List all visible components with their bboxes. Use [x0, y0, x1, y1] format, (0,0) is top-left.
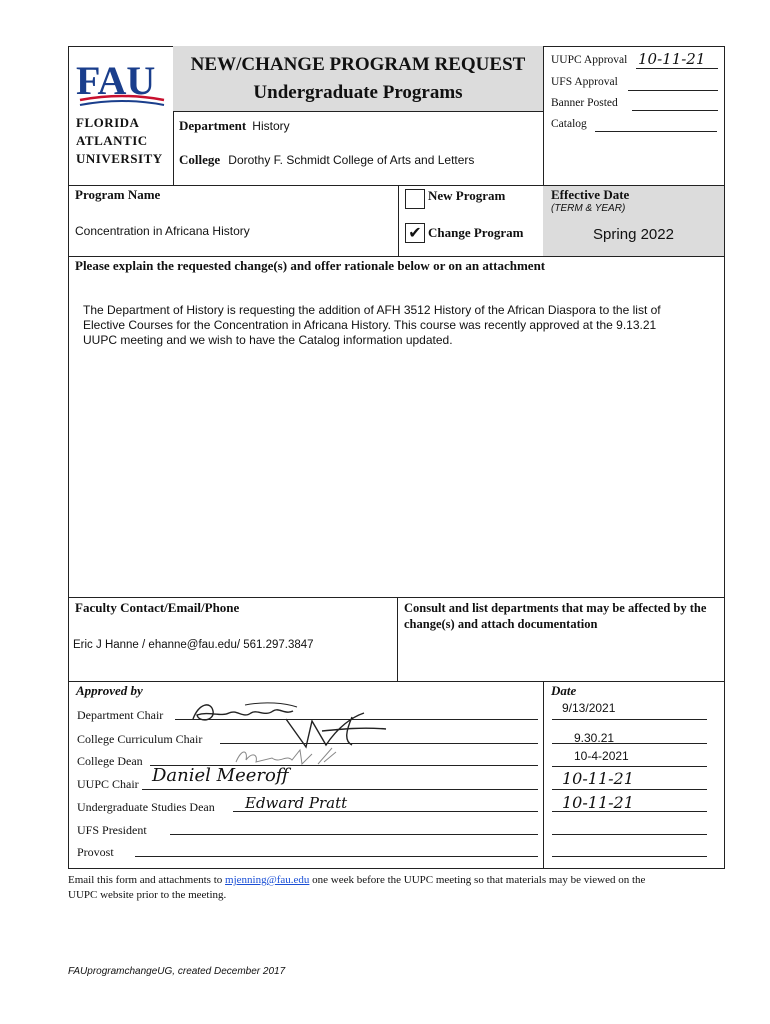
catalog-label: Catalog [551, 118, 587, 130]
email-note-after: one week before the UUPC meeting so that materials may be viewed on the [309, 874, 646, 886]
date-label: Date [551, 683, 577, 698]
rationale-line-1: The Department of History is requesting the addition of AFH 3512 History of the African Diaspora to the list of [83, 303, 661, 317]
banner-posted-line[interactable] [632, 110, 718, 111]
college-row [179, 152, 474, 168]
ufs-approval-line[interactable] [628, 90, 718, 91]
provost-label: Provost [77, 845, 114, 859]
email-note-before: Email this form and attachments to [68, 874, 226, 886]
college-label: College [179, 152, 221, 167]
approved-by-label: Approved by [76, 683, 143, 698]
department-chair-date[interactable]: 9/13/2021 [562, 701, 616, 715]
email-note [68, 873, 728, 903]
uupc-chair-date[interactable]: 10-11-21 [562, 769, 634, 788]
rationale-line-2: Elective Courses for the Concentration in Africana History. This course was recently approved at the 9.13.21 [83, 318, 657, 332]
form-id: FAUprogramchangeUG, created December 2017 [68, 966, 286, 977]
title-area [173, 46, 543, 112]
department-chair-label: Department Chair [77, 708, 164, 722]
department-label: Department [179, 118, 247, 133]
college-curriculum-chair-label: College Curriculum Chair [77, 732, 203, 746]
department-value[interactable]: History [252, 119, 290, 133]
faculty-contact-label: Faculty Contact/Email/Phone [75, 600, 240, 615]
uupc-approval-label: UUPC Approval [551, 54, 628, 66]
effective-date-cell [543, 186, 724, 256]
new-program-label: New Program [428, 188, 506, 203]
university-name [76, 114, 163, 168]
uupc-chair-label: UUPC Chair [77, 777, 139, 791]
uupc-approval-line [636, 68, 718, 69]
new-program-checkbox[interactable] [405, 189, 425, 209]
college-dean-date[interactable]: 10-4-2021 [574, 749, 629, 763]
rationale-text[interactable] [83, 303, 713, 348]
college-curriculum-chair-date[interactable]: 9.30.21 [574, 731, 615, 745]
uupc-chair-signature: Daniel Meeroff [152, 765, 289, 786]
form-title: NEW/CHANGE PROGRAM REQUEST [190, 54, 526, 75]
effective-date-label: Effective Date [551, 187, 630, 202]
effective-date-hint: (TERM & YEAR) [551, 203, 626, 214]
university-line-2: ATLANTIC [76, 133, 148, 148]
uupc-approval-value[interactable]: 10-11-21 [638, 50, 706, 68]
undergraduate-studies-dean-label: Undergraduate Studies Dean [77, 800, 215, 814]
change-program-checkbox[interactable] [405, 223, 425, 243]
program-name-value[interactable]: Concentration in Africana History [75, 224, 250, 238]
logo-column [68, 46, 174, 186]
ufs-president-date-line[interactable] [552, 834, 707, 835]
consult-departments-label: Consult and list departments that may be affected by the change(s) and attach documentation [404, 601, 707, 631]
faculty-contact-value[interactable]: Eric J Hanne / ehanne@fau.edu/ 561.297.3847 [73, 639, 314, 651]
provost-date-line[interactable] [552, 856, 707, 857]
college-curriculum-chair-date-line [552, 743, 707, 744]
program-name-label: Program Name [75, 187, 161, 202]
date-column-divider [543, 681, 544, 869]
undergraduate-studies-dean-date-line [552, 811, 707, 812]
program-type-column [398, 185, 545, 257]
catalog-line[interactable] [595, 131, 717, 132]
department-row [179, 118, 290, 134]
email-note-line2: UUPC website prior to the meeting. [68, 889, 227, 901]
college-dean-date-line [552, 766, 707, 767]
department-chair-date-line [552, 719, 707, 720]
uupc-chair-date-line [552, 789, 707, 790]
banner-posted-label: Banner Posted [551, 97, 618, 109]
email-link[interactable]: mjenning@fau.edu [225, 874, 310, 886]
university-line-1: FLORIDA [76, 115, 140, 130]
fau-logo [72, 52, 172, 112]
provost-signature-line[interactable] [135, 856, 538, 857]
ufs-approval-label: UFS Approval [551, 76, 618, 88]
university-line-3: UNIVERSITY [76, 151, 163, 166]
rationale-line-3: UUPC meeting and we wish to have the Catalog information updated. [83, 333, 453, 347]
office-use-column [543, 46, 726, 186]
undergraduate-studies-dean-signature: Edward Pratt [245, 794, 348, 812]
rationale-label: Please explain the requested change(s) and offer rationale below or on an attachment [75, 258, 546, 273]
effective-date-value[interactable]: Spring 2022 [593, 226, 674, 243]
undergraduate-studies-dean-date[interactable]: 10-11-21 [562, 793, 634, 812]
form-subtitle: Undergraduate Programs [253, 82, 463, 103]
check-mark-icon: ✔ [408, 223, 422, 242]
ufs-president-signature-line[interactable] [170, 834, 538, 835]
uupc-chair-signature-line[interactable] [142, 789, 538, 790]
change-program-label: Change Program [428, 225, 524, 240]
college-dean-label: College Dean [77, 754, 143, 768]
college-value[interactable]: Dorothy F. Schmidt College of Arts and Letters [228, 153, 475, 167]
ufs-president-label: UFS President [77, 823, 147, 837]
svg-text:FAU: FAU [76, 58, 156, 103]
contact-divider [397, 597, 398, 681]
